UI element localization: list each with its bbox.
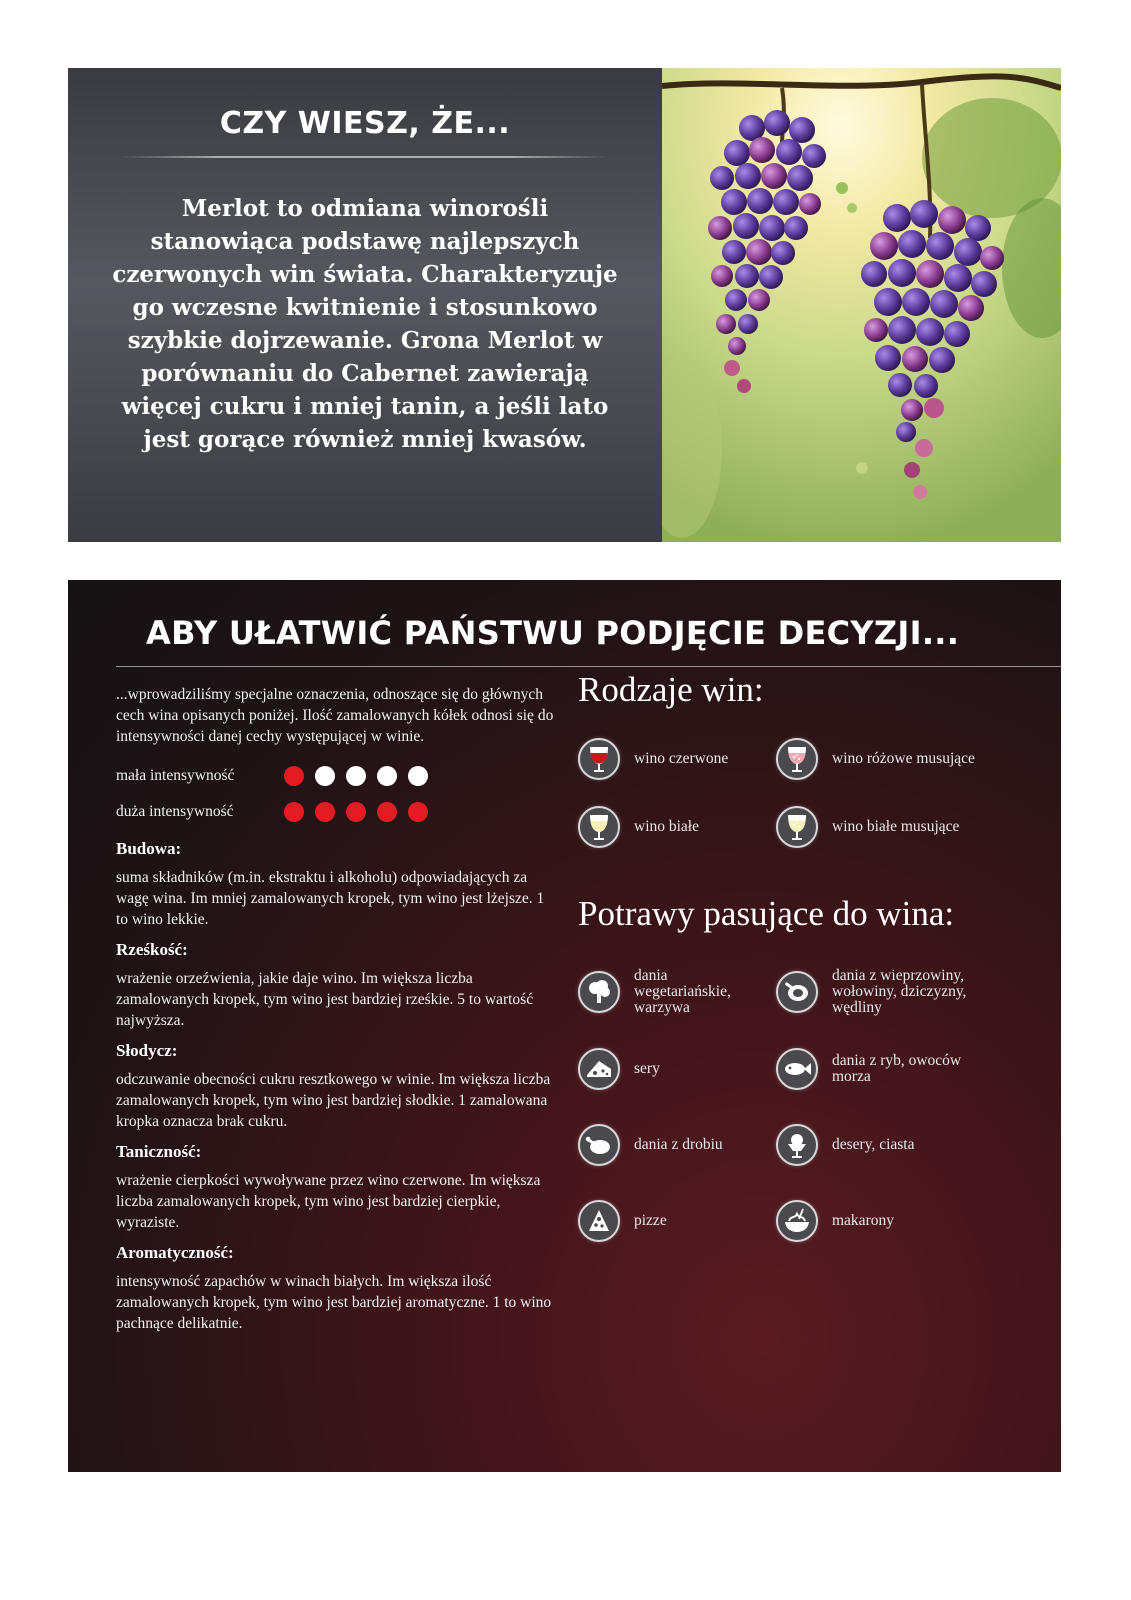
dot-filled: [315, 802, 335, 822]
dot-empty: [408, 766, 428, 786]
fish-icon: [776, 1048, 818, 1090]
food-item: [578, 968, 776, 1016]
wine-types-title: Rodzaje win:: [578, 670, 764, 709]
food-label: sery: [634, 1060, 660, 1077]
pizza-icon: [578, 1200, 620, 1242]
decision-guide-title: ABY UŁATWIĆ PAŃSTWU PODJĘCIE DECYZJI...: [146, 614, 960, 652]
wine-type-item: [578, 738, 776, 780]
wine-type-label: wino czerwone: [634, 750, 729, 767]
did-you-know-text-area: [68, 68, 662, 542]
feature-description: intensywność zapachów w winach białych. Im większa ilość zamalowanych kropek, tym wino jest bardziej aromatyczne. 1 to wino pachnące delikatnie.: [116, 1273, 552, 1332]
food-label: makarony: [832, 1212, 894, 1229]
grapes-photo: [662, 68, 1061, 542]
white-sparkling-glass-icon: [776, 806, 818, 848]
poultry-icon: [578, 1124, 620, 1166]
feature-sweetness: [116, 1041, 556, 1132]
broccoli-icon: [578, 971, 620, 1013]
feature-tannin: [116, 1142, 556, 1233]
food-pairing-grid: [578, 968, 1048, 1244]
did-you-know-title: CZY WIESZ, ŻE...: [219, 106, 511, 141]
food-item: [776, 1198, 1016, 1244]
ham-icon: [776, 971, 818, 1013]
feature-name: Słodycz:: [116, 1041, 178, 1060]
scale-label: mała intensywność: [116, 767, 235, 784]
wine-type-item: [776, 738, 1016, 780]
feature-body: [116, 839, 556, 930]
cheese-icon: [578, 1048, 620, 1090]
intensity-dots: [284, 802, 428, 822]
wine-and-food-guide: [578, 670, 1048, 1244]
food-item: [578, 1198, 776, 1244]
white-wine-glass-icon: [578, 806, 620, 848]
food-pairing-title: Potrawy pasujące do wina:: [578, 894, 955, 933]
dot-empty: [346, 766, 366, 786]
food-label: pizze: [634, 1212, 667, 1229]
food-item: [578, 1122, 776, 1168]
did-you-know-text: Merlot to odmiana winorośli stanowiąca podstawę najlepszych czerwonych win świata. Charakteryzuje go wczesne kwitnienie i stosunkowo szybkie dojrzewanie. Grona Merlot w porównaniu do Cabernet zawierają więcej cukru i mniej tanin, a jeśli lato jest gorące również mniej kwasów.: [112, 195, 618, 453]
dot-filled: [408, 802, 428, 822]
dot-empty: [315, 766, 335, 786]
feature-name: Taniczność:: [116, 1142, 202, 1161]
intensity-dots: [284, 766, 428, 786]
red-wine-glass-icon: [578, 738, 620, 780]
feature-name: Aromatyczność:: [116, 1243, 234, 1262]
feature-description: suma składników (m.in. ekstraktu i alkoholu) odpowiadających za wagę wina. Im mniej zamalowanych kropek, tym wino jest lżejsze. 1 to wino lekkie.: [116, 869, 545, 928]
wine-types-grid: [578, 738, 1048, 848]
title-divider: [120, 156, 610, 158]
rose-sparkling-glass-icon: [776, 738, 818, 780]
pasta-icon: [776, 1200, 818, 1242]
scale-label: duża intensywność: [116, 803, 234, 820]
feature-name: Rześkość:: [116, 940, 188, 959]
food-item: [776, 968, 1016, 1016]
scale-row-low: [116, 763, 556, 789]
did-you-know-panel: [68, 68, 1061, 542]
food-label: desery, ciasta: [832, 1136, 915, 1153]
food-item: [776, 1046, 1016, 1092]
wine-type-item: [578, 806, 776, 848]
dessert-icon: [776, 1124, 818, 1166]
feature-aroma: [116, 1243, 556, 1334]
feature-name: Budowa:: [116, 839, 182, 858]
decision-guide-panel: [68, 580, 1061, 1472]
dot-filled: [284, 766, 304, 786]
wine-type-item: [776, 806, 1016, 848]
feature-freshness: [116, 940, 556, 1031]
dot-empty: [377, 766, 397, 786]
food-item: [776, 1122, 1016, 1168]
food-label: dania z wieprzowiny, wołowiny, dziczyzny, wędliny: [832, 967, 967, 1016]
food-item: [578, 1046, 776, 1092]
food-label: dania z drobiu: [634, 1136, 723, 1153]
dot-filled: [377, 802, 397, 822]
wine-type-label: wino białe musujące: [832, 818, 960, 835]
wine-type-label: wino białe: [634, 818, 699, 835]
feature-description: odczuwanie obecności cukru resztkowego w winie. Im większa liczba zamalowanych kropek, tym wino jest bardziej słodkie. 1 zamalowana kropka oznacza brak cukru.: [116, 1071, 551, 1130]
legend-intro: ...wprowadziliśmy specjalne oznaczenia, odnoszące się do głównych cech wina opisanych poniżej. Ilość zamalowanych kółek odnosi się do intensywności danej cechy występującej w winie.: [116, 686, 554, 745]
food-label: dania z ryb, owoców morza: [832, 1052, 962, 1085]
dot-filled: [346, 802, 366, 822]
intensity-legend: [116, 684, 556, 1334]
feature-description: wrażenie orzeźwienia, jakie daje wino. Im większa liczba zamalowanych kropek, tym wino jest bardziej rześkie. 5 to wartość najwyższa.: [116, 970, 534, 1029]
wine-type-label: wino różowe musujące: [832, 750, 975, 767]
scale-row-high: [116, 799, 556, 825]
dot-filled: [284, 802, 304, 822]
food-label: dania wegetariańskie, warzywa: [634, 967, 731, 1016]
title-divider: [116, 666, 1061, 667]
feature-description: wrażenie cierpkości wywoływane przez wino czerwone. Im większa liczba zamalowanych kropek, tym wino jest bardziej cierpkie, wyraziste.: [116, 1172, 541, 1231]
